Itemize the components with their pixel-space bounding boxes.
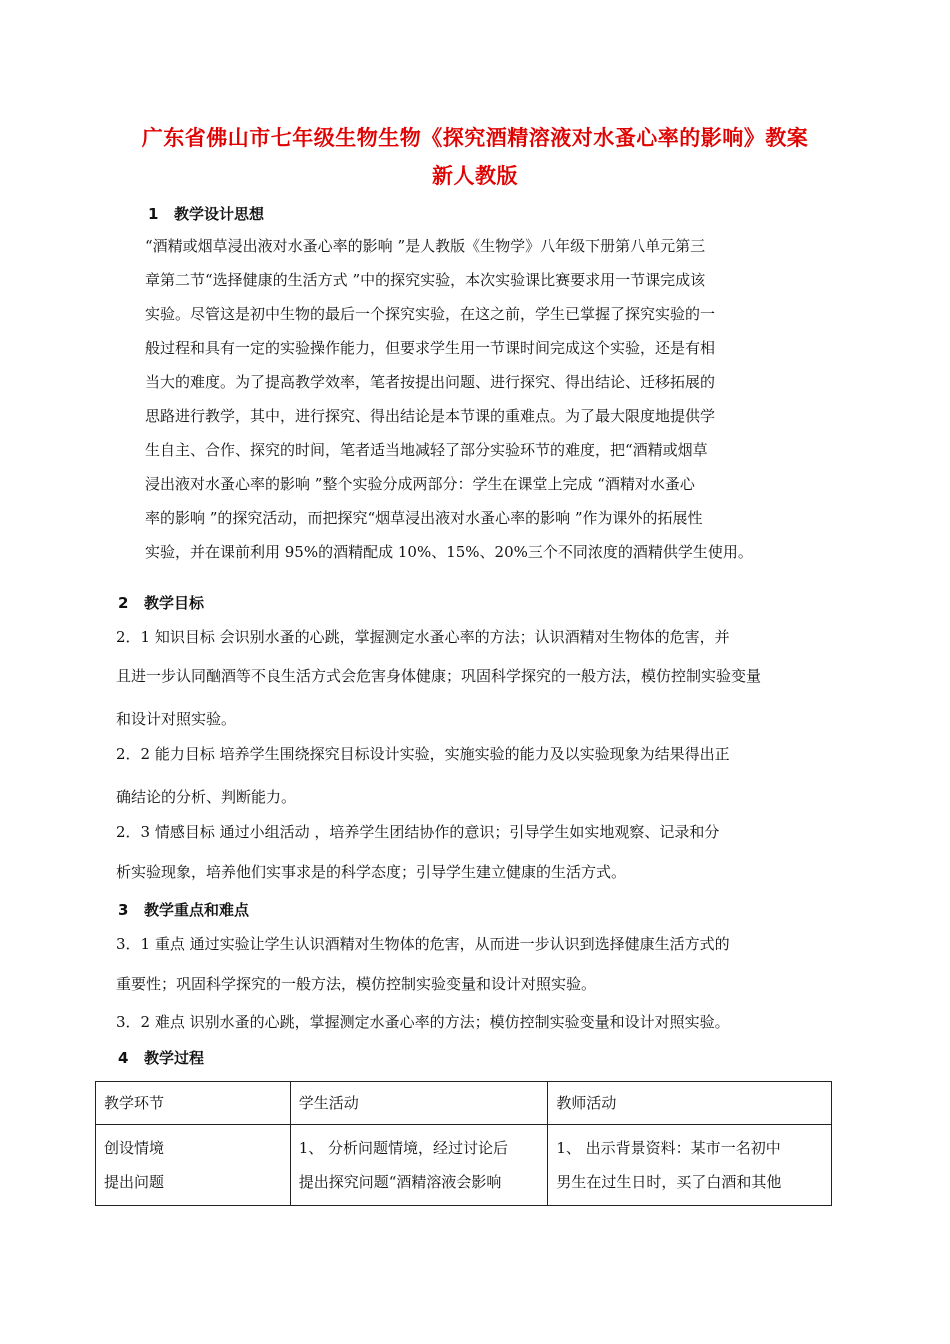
column-header: 教师活动 <box>548 1082 832 1125</box>
paragraph-line: 2．1 知识目标 会识别水蚤的心跳，掌握测定水蚤心率的方法；认识酒精对生物体的危害，并 <box>116 628 730 646</box>
table-cell <box>290 1125 548 1206</box>
teaching-process-table <box>95 1081 832 1206</box>
document-title-line-2: 新人教版 <box>432 164 518 188</box>
paragraph-line: 般过程和具有一定的实验操作能力，但要求学生用一节课时间完成这个实验，还是有相 <box>145 339 716 357</box>
document-title-line-1: 广东省佛山市七年级生物生物《探究酒精溶液对水蚤心率的影响》教案 <box>141 126 809 150</box>
section-number: 1 <box>148 205 159 223</box>
section-3-heading <box>118 899 249 920</box>
paragraph-line: 思路进行教学，其中，进行探究、得出结论是本节课的重难点。为了最大限度地提供学 <box>145 407 716 425</box>
section-heading-text: 教学重点和难点 <box>144 901 250 919</box>
paragraph-line: 率的影响 ”的探究活动，而把探究“烟草浸出液对水蚤心率的影响 ”作为课外的拓展性 <box>145 509 703 527</box>
column-header: 教学环节 <box>96 1082 291 1125</box>
cell-line: 提出探究问题“酒精溶液会影响 <box>298 1173 502 1191</box>
cell-line: 男生在过生日时，买了白酒和其他 <box>556 1173 782 1191</box>
cell-line: 1、 分析问题情境，经过讨论后 <box>298 1139 509 1157</box>
table-header-row <box>96 1082 832 1125</box>
section-heading-text: 教学目标 <box>144 594 205 612</box>
paragraph-line: 确结论的分析、判断能力。 <box>116 788 297 806</box>
paragraph-line: 2．3 情感目标 通过小组活动 ，培养学生团结协作的意识；引导学生如实地观察、记录和分 <box>116 823 720 841</box>
paragraph-line: 析实验现象，培养他们实事求是的科学态度；引导学生建立健康的生活方式。 <box>116 863 627 881</box>
section-2-heading <box>118 592 204 613</box>
paragraph-line: 浸出液对水蚤心率的影响 ”整个实验分成两部分：学生在课堂上完成 “酒精对水蚤心 <box>145 475 695 493</box>
section-1-heading <box>148 203 264 224</box>
paragraph-line: 生自主、合作、探究的时间，笔者适当地减轻了部分实验环节的难度，把“酒精或烟草 <box>145 441 708 459</box>
paragraph-line: 实验。尽管这是初中生物的最后一个探究实验，在这之前，学生已掌握了探究实验的一 <box>145 305 716 323</box>
section-heading-text: 教学设计思想 <box>174 205 265 223</box>
paragraph-line: 重要性；巩固科学探究的一般方法，模仿控制实验变量和设计对照实验。 <box>116 975 597 993</box>
section-number: 4 <box>118 1049 129 1067</box>
paragraph-line: 3．1 重点 通过实验让学生认识酒精对生物体的危害，从而进一步认识到选择健康生活方式的 <box>116 935 730 953</box>
paragraph-line: 章第二节“选择健康的生活方式 ”中的探究实验，本次实验课比赛要求用一节课完成该 <box>145 271 706 289</box>
column-header: 学生活动 <box>290 1082 548 1125</box>
paragraph-line: 和设计对照实验。 <box>116 710 237 728</box>
cell-line: 提出问题 <box>104 1173 165 1191</box>
cell-line: 创设情境 <box>104 1139 165 1157</box>
section-number: 3 <box>118 901 129 919</box>
table-cell <box>96 1125 291 1206</box>
paragraph-line: 实验，并在课前利用 95%的酒精配成 10%、15%、20%三个不同浓度的酒精供学生使用。 <box>145 543 753 561</box>
section-number: 2 <box>118 594 129 612</box>
paragraph-line: 且进一步认同酗酒等不良生活方式会危害身体健康；巩固科学探究的一般方法，模仿控制实验变量 <box>116 667 762 685</box>
paragraph-line: 3．2 难点 识别水蚤的心跳，掌握测定水蚤心率的方法；模仿控制实验变量和设计对照实验。 <box>116 1013 730 1031</box>
table-cell <box>548 1125 832 1206</box>
section-heading-text: 教学过程 <box>144 1049 205 1067</box>
cell-line: 1、 出示背景资料：某市一名初中 <box>556 1139 781 1157</box>
paragraph-line: 当大的难度。为了提高教学效率，笔者按提出问题、进行探究、得出结论、迁移拓展的 <box>145 373 716 391</box>
paragraph-line: 2．2 能力目标 培养学生围绕探究目标设计实验，实施实验的能力及以实验现象为结果得出正 <box>116 745 730 763</box>
section-4-heading <box>118 1047 204 1068</box>
table-row <box>96 1125 832 1206</box>
paragraph-line: “酒精或烟草浸出液对水蚤心率的影响 ”是人教版《生物学》八年级下册第八单元第三 <box>145 237 706 255</box>
